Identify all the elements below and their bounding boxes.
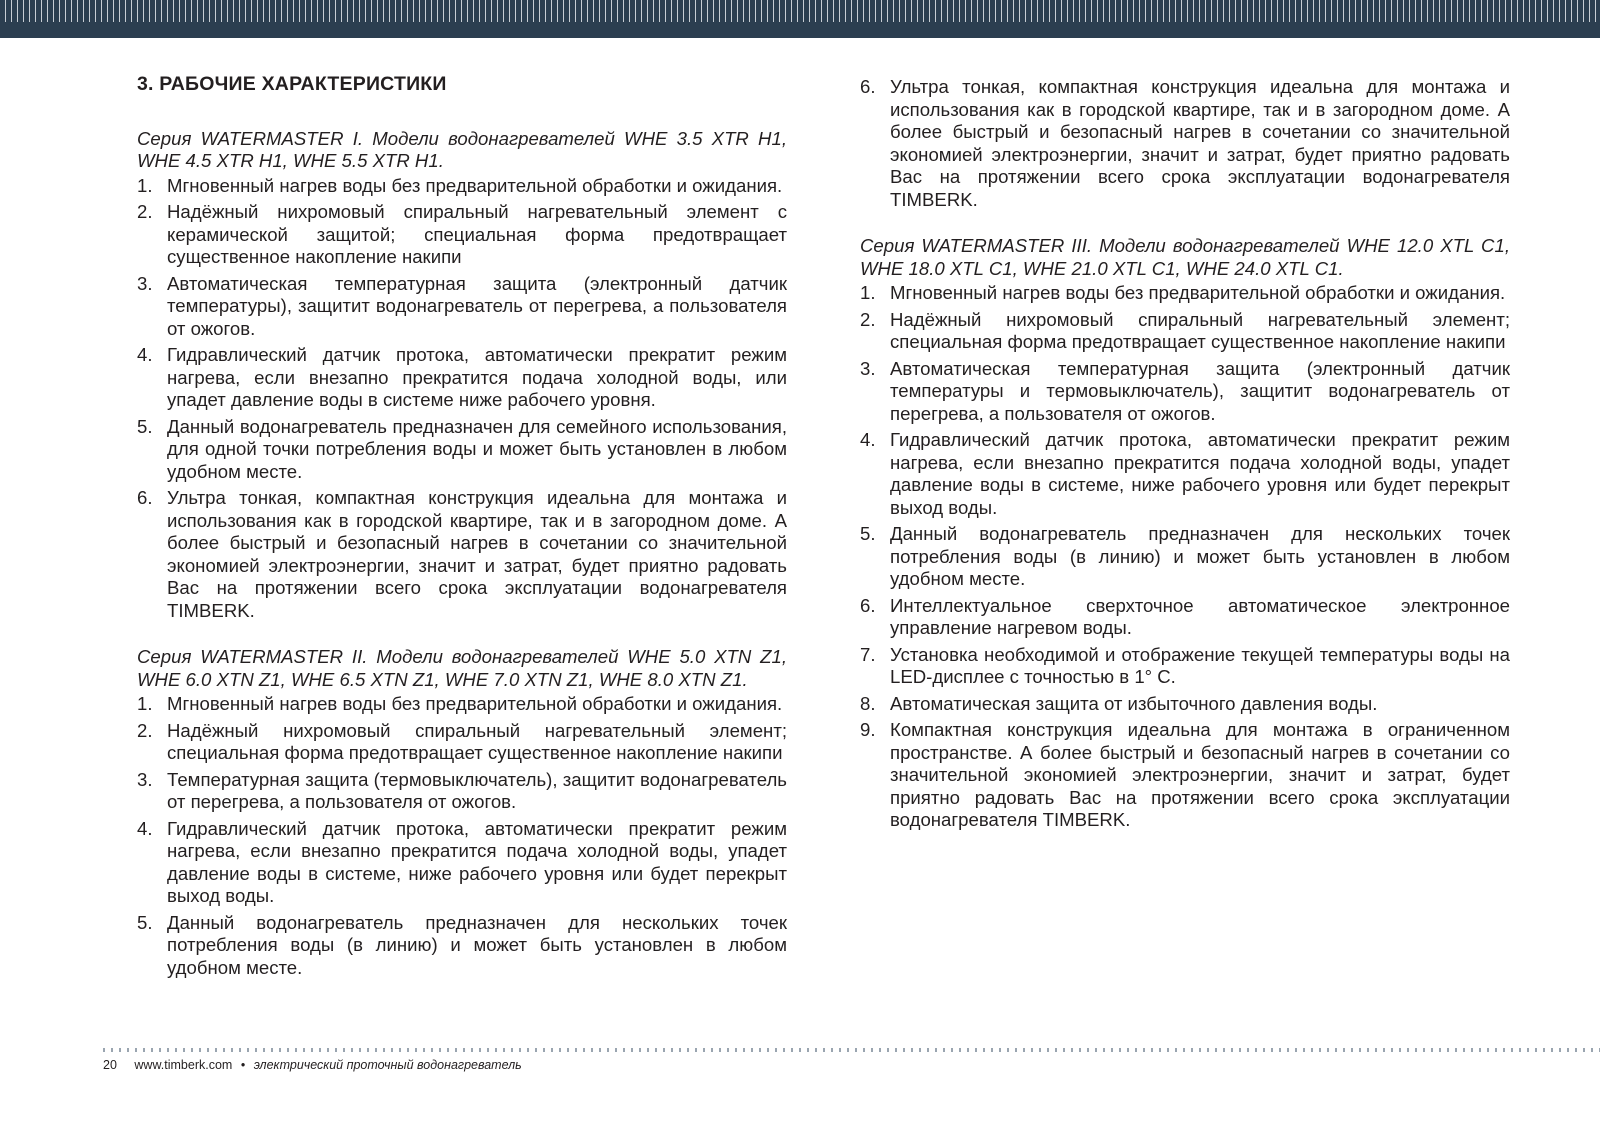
- list-item: [860, 429, 1510, 519]
- item-number: 2.: [137, 201, 153, 222]
- page-number: 20: [103, 1058, 117, 1072]
- item-text: Данный водонагреватель предназначен для нескольких точек потребления воды (в линию) и может быть установлен в любом удобном месте.: [890, 523, 1510, 589]
- item-text: Надёжный нихромовый спиральный нагревательный элемент; специальная форма предотвращает существенное накопление накипи: [890, 308, 1510, 352]
- series2-list-continued: [860, 76, 1510, 211]
- item-text: Интеллектуальное сверхточное автоматическое электронное управление нагревом воды.: [890, 594, 1510, 638]
- list-item: [860, 358, 1510, 426]
- item-number: 1.: [137, 693, 153, 714]
- item-number: 2.: [137, 719, 153, 741]
- item-text: Компактная конструкция идеальна для монтажа в ограниченном пространстве. А более быстрый и безопасный нагрев в сочетании со значительной экономией электроэнергии, значит и затрат, будет приятно радовать Вас на протяжении всего срока эксплуатации водонагревателя TIMBERK.: [890, 719, 1510, 830]
- item-number: 5.: [860, 523, 876, 544]
- item-number: 9.: [860, 719, 876, 740]
- item-text: Данный водонагреватель предназначен для семейного использования, для одной точки потребления воды и может быть установлен в любом удобном месте.: [167, 415, 787, 482]
- series2-heading: Серия WATERMASTER II. Модели водонагревателей WHE 5.0 XTN Z1, WHE 6.0 XTN Z1, WHE 6.5 XTN Z1, WHE 7.0 XTN Z1, WHE 8.0 XTN Z1.: [137, 646, 787, 690]
- item-number: 1.: [860, 282, 876, 303]
- website-link[interactable]: www.timberk.com: [134, 1058, 233, 1072]
- series2-list: [137, 693, 787, 979]
- list-item: [137, 693, 787, 716]
- series1-list: [137, 175, 787, 623]
- list-item: [860, 644, 1510, 689]
- item-number: 2.: [860, 308, 876, 330]
- item-text: Ультра тонкая, компактная конструкция идеальна для монтажа и использования как в городской квартире, так и в загородном доме. А более быстрый и безопасный нагрев в сочетании со значительной экономией электроэнергии, значит и затрат, будет приятно радовать Вас на протяжении всего срока эксплуатации водонагревателя TIMBERK.: [167, 487, 787, 621]
- list-item: [137, 201, 787, 269]
- item-number: 5.: [137, 911, 153, 933]
- series1-heading: Серия WATERMASTER I. Модели водонагревателей WHE 3.5 XTR H1, WHE 4.5 XTR H1, WHE 5.5 XTR H1.: [137, 127, 787, 171]
- left-column: [137, 68, 787, 983]
- item-number: 4.: [860, 429, 876, 450]
- series3-list: [860, 282, 1510, 832]
- list-item: [860, 282, 1510, 305]
- list-item: [137, 720, 787, 765]
- item-text: Надёжный нихромовый спиральный нагревательный элемент с керамической защитой; специальная форма предотвращает существенное накопление накипи: [167, 201, 787, 267]
- list-item: [860, 523, 1510, 591]
- list-item: [860, 76, 1510, 211]
- item-number: 8.: [860, 692, 876, 714]
- item-text: Ультра тонкая, компактная конструкция идеальна для монтажа и использования как в городской квартире, так и в загородном доме. А более быстрый и безопасный нагрев в сочетании со значительной экономией электроэнергии, значит и затрат, будет приятно радовать Вас на протяжении всего срока эксплуатации водонагревателя TIMBERK.: [890, 76, 1510, 210]
- item-text: Мгновенный нагрев воды без предварительной обработки и ожидания.: [167, 693, 783, 714]
- item-text: Мгновенный нагрев воды без предварительной обработки и ожидания.: [890, 282, 1506, 303]
- item-text: Автоматическая температурная защита (электронный датчик температуры), защитит водонагреватель от перегрева, а пользователя от ожогов.: [167, 272, 787, 339]
- list-item: [137, 344, 787, 412]
- item-number: 4.: [137, 344, 153, 365]
- item-number: 6.: [860, 76, 876, 97]
- header-stripes: [0, 0, 1600, 22]
- item-number: 6.: [137, 487, 153, 508]
- item-number: 4.: [137, 817, 153, 839]
- item-number: 7.: [860, 643, 876, 665]
- item-text: Автоматическая температурная защита (электронный датчик температуры и термовыключатель), защитит водонагреватель от перегрева, а пользователя от ожогов.: [890, 357, 1510, 424]
- item-text: Гидравлический датчик протока, автоматически прекратит режим нагрева, если внезапно прекратится подача холодной воды, упадет давление воды в системе, ниже рабочего уровня или будет перекрыт выход воды.: [890, 429, 1510, 518]
- item-number: 5.: [137, 415, 153, 437]
- list-item: [137, 818, 787, 908]
- item-number: 1.: [137, 174, 153, 196]
- right-column: [860, 76, 1510, 836]
- page-footer: [103, 1058, 522, 1072]
- item-number: 3.: [137, 768, 153, 790]
- list-item: [137, 912, 787, 980]
- list-item: [137, 175, 787, 198]
- item-number: 3.: [860, 357, 876, 379]
- item-text: Данный водонагреватель предназначен для нескольких точек потребления воды (в линию) и может быть установлен в любом удобном месте.: [167, 911, 787, 978]
- list-item: [860, 719, 1510, 832]
- bullet-separator: •: [240, 1058, 246, 1072]
- list-item: [860, 595, 1510, 640]
- item-number: 3.: [137, 272, 153, 294]
- list-item: [860, 693, 1510, 716]
- list-item: [137, 273, 787, 341]
- item-text: Автоматическая защита от избыточного давления воды.: [890, 692, 1378, 714]
- section-title: 3. РАБОЧИЕ ХАРАКТЕРИСТИКИ: [137, 73, 447, 95]
- item-text: Гидравлический датчик протока, автоматически прекратит режим нагрева, если внезапно прекратится подача холодной воды, упадет давление воды в системе, ниже рабочего уровня или будет перекрыт выход воды.: [167, 817, 787, 906]
- item-text: Мгновенный нагрев воды без предварительной обработки и ожидания.: [167, 174, 783, 196]
- footer-description: электрический проточный водонагреватель: [253, 1058, 522, 1072]
- footer-divider: [103, 1048, 1600, 1052]
- series3-heading: Серия WATERMASTER III. Модели водонагревателей WHE 12.0 XTL C1, WHE 18.0 XTL C1, WHE 21.0 XTL C1, WHE 24.0 XTL C1.: [860, 235, 1510, 279]
- item-text: Гидравлический датчик протока, автоматически прекратит режим нагрева, если внезапно прекратится подача холодной воды, или упадет давление воды в системе ниже рабочего уровня.: [167, 344, 787, 410]
- list-item: [137, 487, 787, 622]
- item-text: Температурная защита (термовыключатель), защитит водонагреватель от перегрева, а пользователя от ожогов.: [167, 768, 787, 812]
- item-text: Установка необходимой и отображение текущей температуры воды на LED-дисплее с точностью в 1° С.: [890, 643, 1510, 687]
- list-item: [860, 309, 1510, 354]
- header-bar: [0, 0, 1600, 38]
- list-item: [137, 769, 787, 814]
- item-text: Надёжный нихромовый спиральный нагревательный элемент; специальная форма предотвращает существенное накопление накипи: [167, 719, 787, 763]
- list-item: [137, 416, 787, 484]
- item-number: 6.: [860, 594, 876, 616]
